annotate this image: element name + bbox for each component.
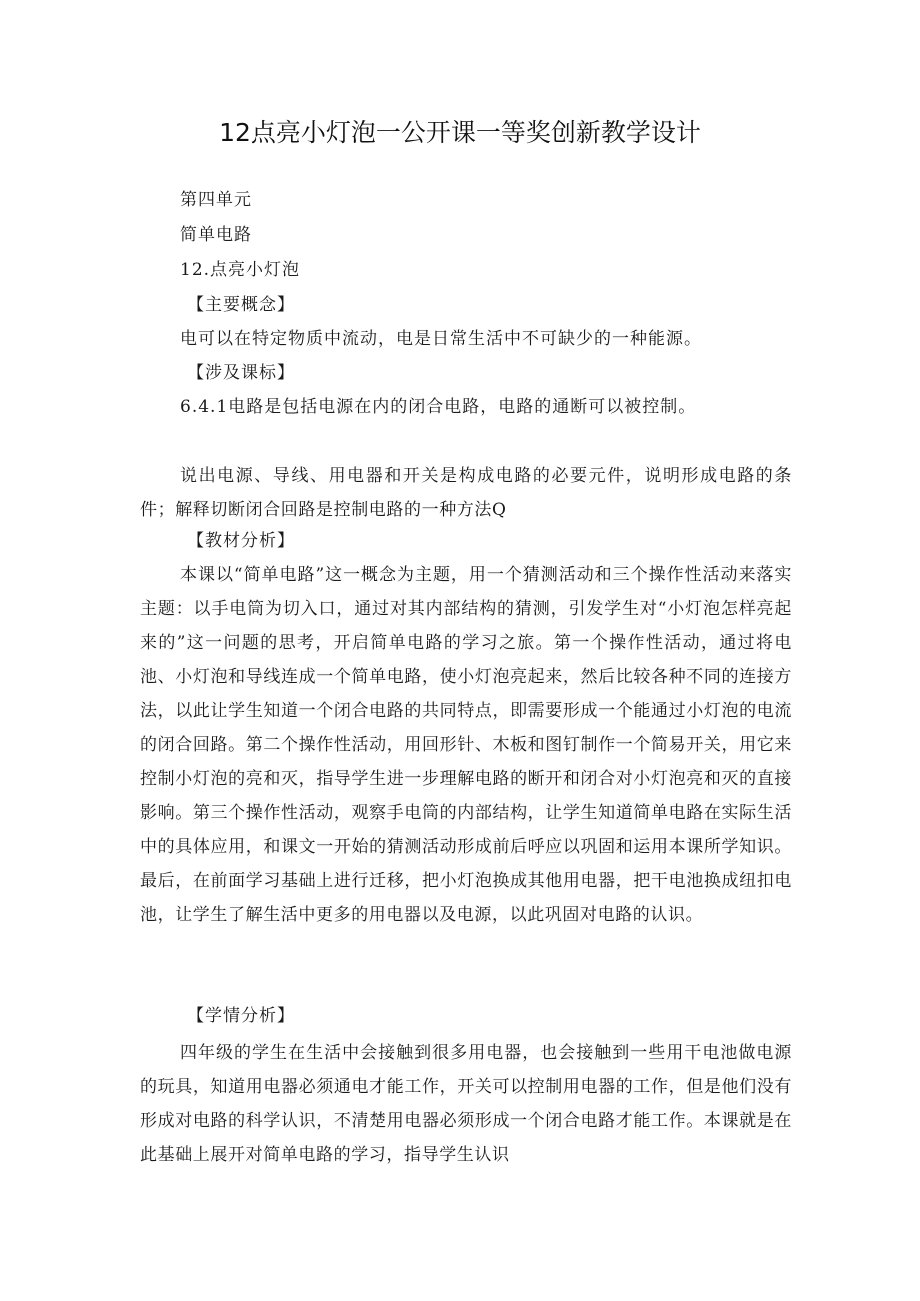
textbook-analysis-paragraph: 本课以“简单电路”这一概念为主题，用一个猜测活动和三个操作性活动来落实主题：以手电筒为切入口，通过对其内部结构的猜测，引发学生对“小灯泡怎样亮起来的”这一问题的思考，开启简单电路的学习之旅。第一个操作性活动，通过将电池、小灯泡和导线连成一个简单电路，使小灯泡亮起来，然后比较各种不同的连接方法，以此让学生知道一个闭合电路的共同特点，即需要形成一个能通过小灯泡的电流的闭合回路。第二个操作性活动，用回形针、木板和图钉制作一个简易开关，用它来控制小灯泡的亮和灭，指导学生进一步理解电路的断开和闭合对小灯泡亮和灭的直接影响。第三个操作性活动，观察手电筒的内部结构，让学生知道简单电路在实际生活中的具体应用，和课文一开始的猜测活动形成前后呼应以巩固和运用本课所学知识。最后，在前面学习基础上进行迁移，把小灯泡换成其他用电器，把干电池换成纽扣电池，让学生了解生活中更多的用电器以及电源，以此巩固对电路的认识。 xyxy=(140,565,792,925)
lesson-title: 12.点亮小灯泡 xyxy=(180,260,301,280)
document-title: 12点亮小灯泡一公开课一等奖创新教学设计 xyxy=(219,118,701,147)
standard-text: 6.4.1电路是包括电源在内的闭合电路，电路的通断可以被控制。 xyxy=(180,397,697,417)
textbook-analysis-heading: 【教材分析】 xyxy=(187,531,295,551)
learner-analysis-heading: 【学情分析】 xyxy=(187,1006,295,1026)
standard-heading: 【涉及课标】 xyxy=(187,363,295,383)
unit-label: 第四单元 xyxy=(180,190,252,210)
main-concept-heading: 【主要概念】 xyxy=(187,295,295,315)
unit-name: 简单电路 xyxy=(180,225,252,245)
learner-analysis-paragraph: 四年级的学生在生活中会接触到很多用电器，也会接触到一些用干电池做电源的玩具，知道用电器必须通电才能工作，开关可以控制用电器的工作，但是他们没有形成对电路的科学认识，不清楚用电器必须形成一个闭合电路才能工作。本课就是在此基础上展开对简单电路的学习，指导学生认识 xyxy=(140,1043,792,1165)
main-concept-text: 电可以在特定物质中流动，电是日常生活中不可缺少的一种能源。 xyxy=(180,329,702,349)
standard-detail-paragraph: 说出电源、导线、用电器和开关是构成电路的必要元件，说明形成电路的条件；解释切断闭合回路是控制电路的一种方法Q xyxy=(140,466,792,520)
